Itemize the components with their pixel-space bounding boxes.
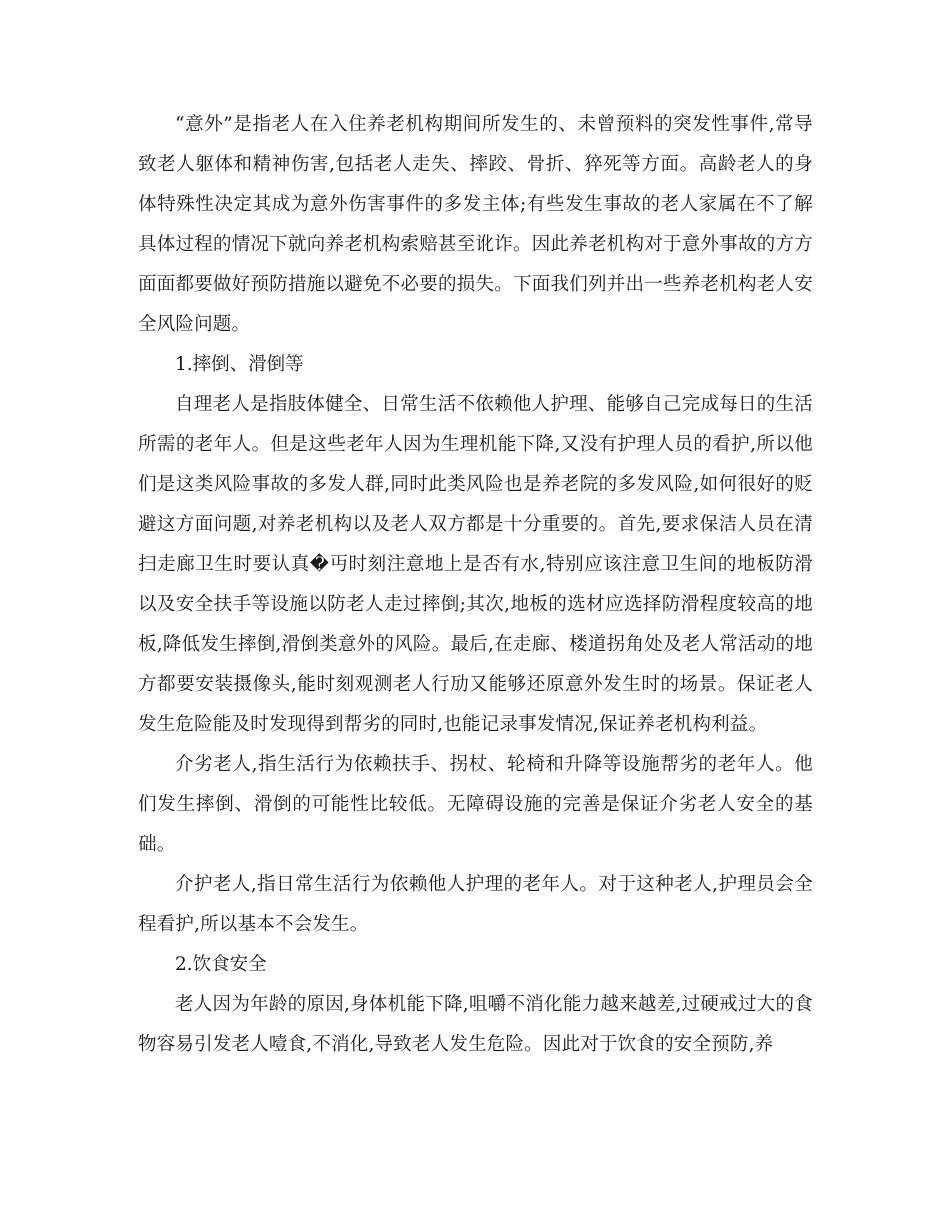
paragraph-self-care-elderly: 自理老人是指肢体健全、日常生活不依赖他人护理、能够自己完成每日的生活所需的老年人。但是这些老年人因为生理机能下降,又没有护理人员的看护,所以他们是这类风险事故的多发人群,同时此类风险也是养老院的多发风险,如何很好的贬避这方面问题,对养老机构以及老人双方都是十分重要的。首先,要求保洁人员在清扫走廊卫生时要认真�丏时刻注意地上是否有水,特别应该注意卫生间的地板防滑以及安全扶手等设施以防老人走过摔倒;其次,地板的选材应选择防滑程度较高的地板,降低发生摔倒,滑倒类意外的风险。最后,在走廊、楼道拐角处及老人常活动的地方都要安装摄像头,能时刻观测老人行劢又能够还原意外发生时的场景。保证老人发生危险能及时发现得到帮劣的同时,也能记录事发情况,保证养老机构利益。 <box>138 394 813 735</box>
section-heading-falls: 1.摔倒、滑倒等 <box>175 354 304 375</box>
section-heading-food-safety: 2.饮食安全 <box>175 954 267 975</box>
paragraph-assisted-elderly: 介劣老人,指生活行为依赖扶手、拐杖、轮椅和升降等设施帮劣的老年人。他们发生摔倒、滑倒的可能性比较低。无障碍设施的完善是保证介劣老人安全的基础。 <box>138 754 813 855</box>
document-body <box>138 105 813 1065</box>
paragraph-nursing-elderly: 介护老人,指日常生活行为依赖他人护理的老年人。对于这种老人,护理员会全程看护,所以基本不会发生。 <box>138 874 813 935</box>
paragraph-food-safety: 老人因为年龄的原因,身体机能下降,咀嚼不消化能力越来越差,过硬戒过大的食物容易引发老人噎食,不消化,导致老人发生危险。因此对于饮食的安全预防,养 <box>138 994 813 1055</box>
paragraph-intro: “意外”是指老人在入住养老机构期间所发生的、未曾预料的突发性事件,常导致老人躯体和精神伤害,包括老人走失、摔跤、骨折、猝死等方面。高龄老人的身体特殊性决定其成为意外伤害事件的多发主体;有些发生事故的老人家属在不了解具体过程的情况下就向养老机构索赔甚至讹诈。因此养老机构对于意外事故的方方面面都要做好预防措施以避免不必要的损失。下面我们列并出一些养老机构老人安全风险问题。 <box>138 114 813 335</box>
